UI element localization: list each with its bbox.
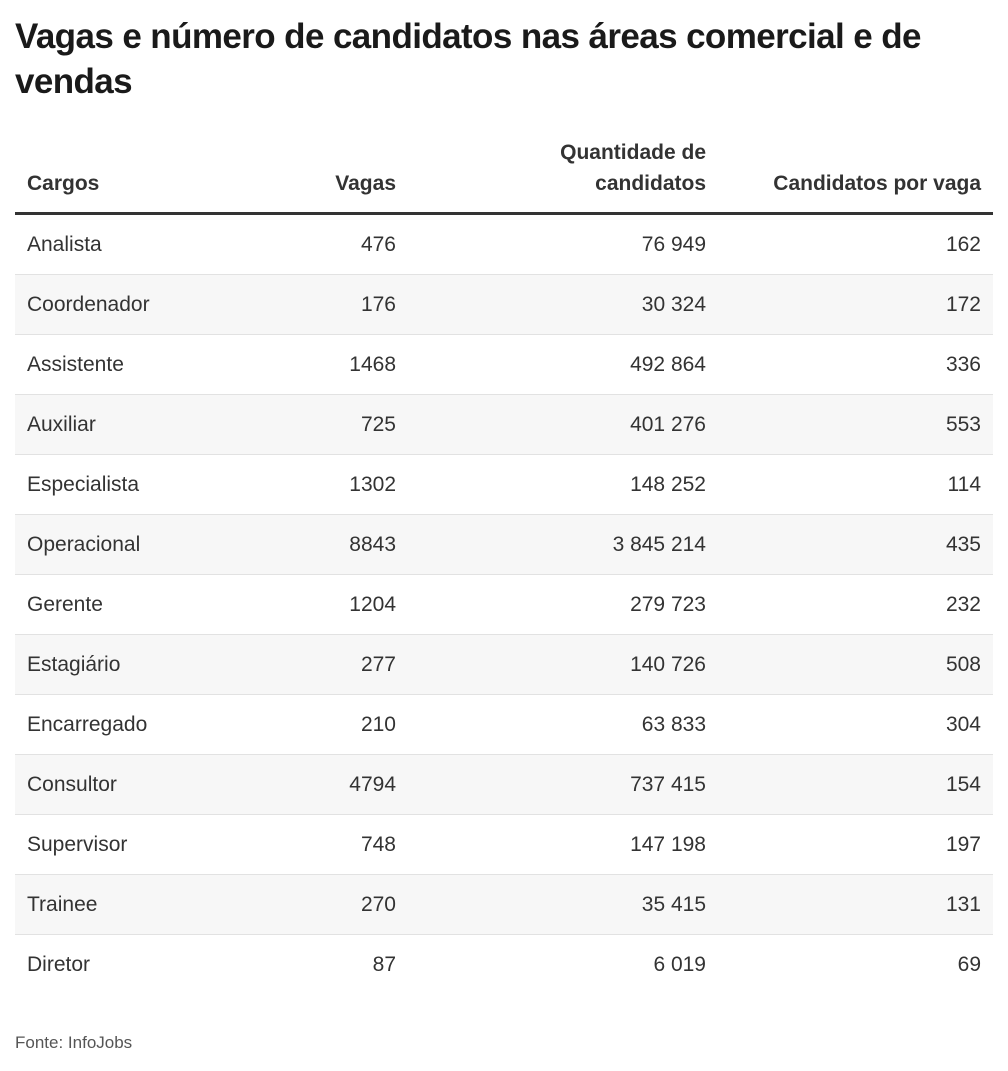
cell-vagas: 210 [360, 713, 396, 736]
table-header [15, 140, 993, 215]
cell-quantidade-de-candidatos: 492 864 [630, 353, 706, 376]
table-row [15, 575, 993, 635]
cell-vagas: 1204 [349, 593, 396, 616]
cell-vagas: 1302 [349, 473, 396, 496]
cell-candidatos-por-vaga: 154 [945, 773, 981, 796]
cell-quantidade-de-candidatos: 279 723 [630, 593, 706, 616]
cell-quantidade-de-candidatos: 147 198 [630, 833, 706, 856]
cell-vagas: 277 [360, 653, 396, 676]
cell-quantidade-de-candidatos: 401 276 [630, 413, 706, 436]
cell-candidatos-por-vaga: 508 [945, 653, 981, 676]
cell-cargo: Supervisor [27, 833, 128, 856]
cell-vagas: 176 [360, 293, 396, 316]
cell-candidatos-por-vaga: 114 [947, 473, 981, 496]
cell-cargo: Auxiliar [27, 413, 96, 436]
table-row [15, 815, 993, 875]
cell-cargo: Gerente [27, 593, 103, 616]
table-body [15, 215, 993, 995]
table-row [15, 935, 993, 995]
source-note: Fonte: InfoJobs [15, 1033, 133, 1052]
cell-candidatos-por-vaga: 172 [945, 293, 981, 316]
table-row [15, 695, 993, 755]
cell-cargo: Trainee [27, 893, 98, 916]
cell-cargo: Consultor [27, 773, 117, 796]
cell-quantidade-de-candidatos: 737 415 [630, 773, 706, 796]
cell-cargo: Operacional [27, 533, 141, 556]
cell-candidatos-por-vaga: 197 [945, 833, 981, 856]
table-row [15, 215, 993, 275]
cell-cargo: Coordenador [27, 293, 150, 316]
cell-quantidade-de-candidatos: 76 949 [641, 233, 706, 256]
cell-cargo: Especialista [27, 473, 140, 496]
cell-vagas: 270 [360, 893, 396, 916]
table-row [15, 455, 993, 515]
cell-quantidade-de-candidatos: 3 845 214 [612, 533, 706, 556]
cell-vagas: 1468 [349, 353, 396, 376]
table-row [15, 275, 993, 335]
cell-vagas: 8843 [349, 533, 396, 556]
cell-quantidade-de-candidatos: 148 252 [630, 473, 706, 496]
cell-cargo: Assistente [27, 353, 124, 376]
table-row [15, 875, 993, 935]
cell-candidatos-por-vaga: 435 [945, 533, 981, 556]
cell-cargo: Estagiário [27, 653, 121, 676]
cell-candidatos-por-vaga: 69 [957, 953, 981, 976]
table-row [15, 755, 993, 815]
cell-cargo: Analista [27, 233, 102, 256]
cell-candidatos-por-vaga: 162 [945, 233, 981, 256]
table-row [15, 635, 993, 695]
cell-vagas: 725 [360, 413, 396, 436]
data-table [15, 140, 993, 995]
cell-quantidade-de-candidatos: 63 833 [641, 713, 706, 736]
table-row [15, 335, 993, 395]
column-header-quantidade-de-candidatos: Quantidade de candidatos [560, 141, 706, 195]
cell-candidatos-por-vaga: 336 [945, 353, 981, 376]
cell-quantidade-de-candidatos: 6 019 [653, 953, 706, 976]
cell-quantidade-de-candidatos: 35 415 [641, 893, 706, 916]
column-header-vagas: Vagas [335, 172, 396, 195]
cell-vagas: 748 [360, 833, 396, 856]
cell-quantidade-de-candidatos: 30 324 [641, 293, 706, 316]
cell-vagas: 4794 [349, 773, 396, 796]
cell-candidatos-por-vaga: 304 [945, 713, 981, 736]
cell-candidatos-por-vaga: 131 [945, 893, 981, 916]
column-header-cargos: Cargos [27, 172, 100, 195]
chart-title: Vagas e número de candidatos nas áreas comercial e de vendas [15, 17, 921, 101]
table-row [15, 515, 993, 575]
cell-quantidade-de-candidatos: 140 726 [630, 653, 706, 676]
table-row [15, 395, 993, 455]
column-header-candidatos-por-vaga: Candidatos por vaga [773, 172, 981, 195]
cell-vagas: 87 [372, 953, 396, 976]
cell-candidatos-por-vaga: 553 [945, 413, 981, 436]
cell-candidatos-por-vaga: 232 [945, 593, 981, 616]
cell-cargo: Encarregado [27, 713, 148, 736]
cell-vagas: 476 [360, 233, 396, 256]
cell-cargo: Diretor [27, 953, 91, 976]
